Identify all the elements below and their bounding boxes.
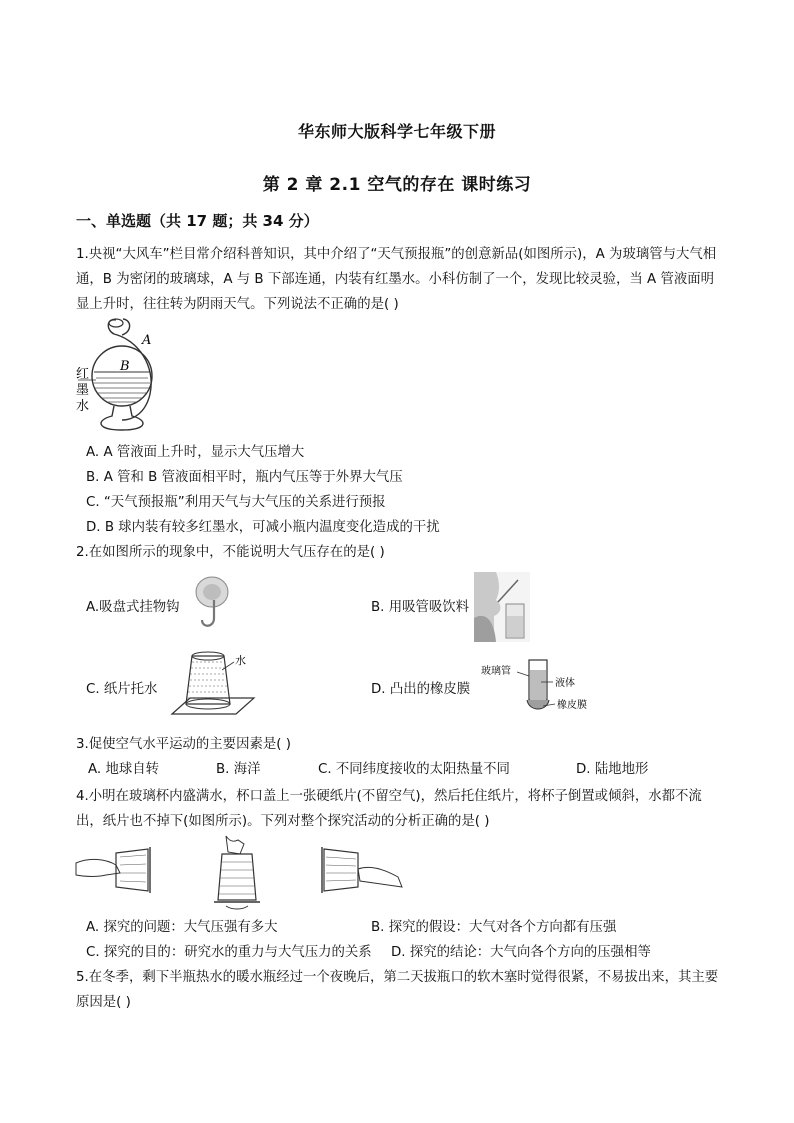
q4-option-b[interactable]: B. 探究的假设：大气对各个方向都有压强 — [371, 920, 617, 935]
suction-hook-icon — [192, 576, 236, 636]
q2-option-b[interactable]: B. 用吸管吸饮料 — [371, 600, 470, 615]
label-ink: 墨 — [76, 383, 90, 398]
label-water: 水 — [76, 399, 90, 414]
question-4-text: 4.小明在玻璃杯内盛满水，杯口盖上一张硬纸片(不留空气)，然后托住纸片，将杯子倒置或倾斜，水都不流出，纸片也不掉下(如图所示)。下列对整个探究活动的分析正确的是( ) — [76, 789, 702, 829]
weather-bottle-figure — [76, 316, 186, 436]
q1-option-d[interactable]: D. B 球内装有较多红墨水，可减小瓶内温度变化造成的干扰 — [86, 520, 440, 535]
q1-option-c[interactable]: C. “天气预报瓶”利用天气与大气压的关系进行预报 — [86, 495, 386, 510]
question-1-text: 1.央视“大风车”栏目常介绍科普知识，其中介绍了“天气预报瓶”的创意新品(如图所示)，A 为玻璃管与大气相通，B 为密闭的玻璃球，A 与 B 下部连通，内装有红墨水。小科仿制了一个，发现比较灵验，当 A 管液面明显上升时，往往转为阴雨天气。下列说法不正确的是( ) — [76, 247, 717, 312]
chapter-subtitle: 第 2 章 2.1 空气的存在 课时练习 — [262, 175, 532, 195]
inverted-cup-hand-figure-1 — [76, 843, 158, 897]
document-title: 华东师大版科学七年级下册 — [297, 122, 496, 141]
q2-option-d[interactable]: D. 凸出的橡皮膜 — [371, 682, 471, 697]
drinking-straw-icon — [474, 572, 530, 642]
inverted-cup-hand-figure-2 — [208, 836, 266, 912]
rubber-membrane-figure — [481, 656, 616, 716]
q3-option-c[interactable]: C. 不同纬度接收的太阳热量不同 — [318, 762, 510, 777]
question-2-text: 2.在如图所示的现象中，不能说明大气压存在的是( ) — [76, 545, 385, 560]
question-3-text: 3.促使空气水平运动的主要因素是( ) — [76, 737, 291, 752]
inverted-cup-hand-figure-3 — [318, 843, 404, 897]
q4-option-a[interactable]: A. 探究的问题：大气压强有多大 — [86, 920, 278, 935]
q1-option-a[interactable]: A. A 管液面上升时，显示大气压增大 — [86, 445, 305, 460]
q1-option-b[interactable]: B. A 管和 B 管液面相平时，瓶内气压等于外界大气压 — [86, 470, 403, 485]
label-red: 红 — [76, 367, 90, 382]
q2-option-a[interactable]: A.吸盘式挂物钩 — [86, 600, 180, 615]
question-5-text: 5.在冬季，剩下半瓶热水的暖水瓶经过一个夜晚后，第二天拔瓶口的软木塞时觉得很紧，不易拔出来，其主要原因是( ) — [76, 970, 719, 1010]
q4-option-d[interactable]: D. 探究的结论：大气向各个方向的压强相等 — [391, 945, 651, 960]
label-b: B — [120, 359, 130, 374]
q3-option-a[interactable]: A. 地球自转 — [88, 762, 159, 777]
label-glass-tube: 玻璃管 — [481, 666, 511, 677]
q2-option-c[interactable]: C. 纸片托水 — [86, 682, 158, 697]
q3-option-d[interactable]: D. 陆地地形 — [576, 762, 649, 777]
section-heading: 一、单选题（共 17 题；共 34 分） — [76, 212, 319, 230]
q4-option-c[interactable]: C. 探究的目的：研究水的重力与大气压力的关系 — [86, 945, 372, 960]
label-liquid: 液体 — [555, 678, 575, 689]
paper-holding-water-figure — [172, 650, 254, 720]
label-a: A — [142, 333, 152, 348]
label-water-cup: 水 — [235, 654, 246, 667]
q3-option-b[interactable]: B. 海洋 — [216, 762, 261, 777]
label-rubber-membrane: 橡皮膜 — [557, 700, 587, 711]
